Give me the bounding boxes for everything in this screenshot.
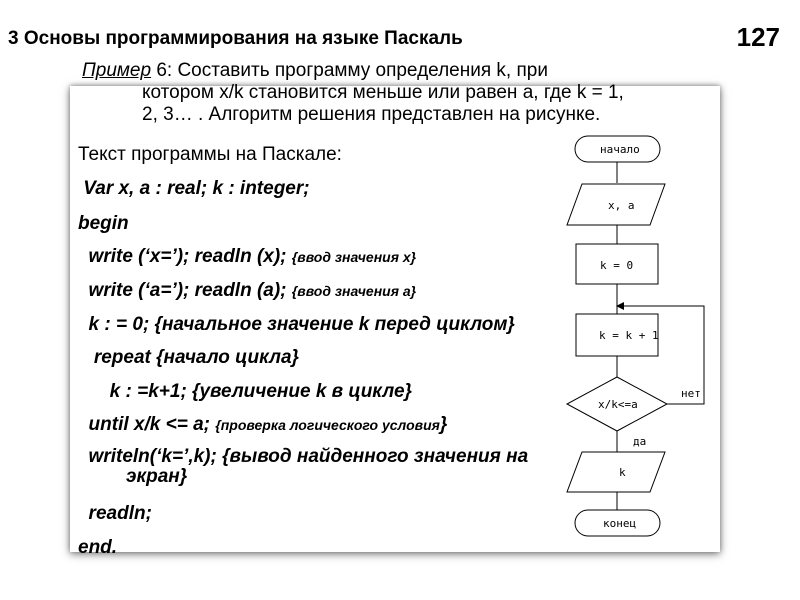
program-intro: Текст программы на Паскале:: [78, 144, 342, 165]
code-line-write-a: write (‘a=’); readln (a); {ввод значения a}: [78, 280, 417, 301]
code-comment: {проверка логического условия: [215, 417, 440, 433]
code-line-repeat: repeat {начало цикла}: [78, 347, 299, 368]
flowchart-start-label: начало: [600, 143, 640, 156]
flowchart-no-label: нет: [681, 387, 701, 400]
page-number: 127: [736, 22, 780, 52]
flowchart-init-label: k = 0: [600, 259, 634, 272]
example-label: Пример: [82, 60, 152, 81]
flowchart-end-label: конец: [603, 517, 637, 530]
flowchart-output-shape: [567, 452, 665, 492]
flowchart-increment-label: k = k + 1: [599, 329, 659, 342]
code-line-write-x: write (‘x=’); readln (x); {ввод значения x}: [78, 246, 417, 267]
example-line1: 6: Составить программу определения k, при: [151, 60, 548, 81]
algorithm-flowchart: [560, 130, 720, 550]
code-comment: {ввод значения x}: [291, 249, 417, 265]
flowchart-condition-label: x/k<=a: [598, 398, 638, 411]
example-statement: [82, 60, 722, 126]
code-line-writeln: writeln(‘k=’,k); {вывод найденного значения на: [78, 446, 529, 467]
code-comment: {ввод значения a}: [291, 283, 417, 299]
code-line-var: Var x, a : real; k : integer;: [78, 178, 310, 199]
section-title: 3 Основы программирования на языке Паскаль: [8, 28, 463, 49]
code-line-k-init: k : = 0; {начальное значение k перед циклом}: [78, 314, 515, 335]
flowchart-output-label: k: [619, 466, 626, 479]
code-line-readln: readln;: [78, 503, 152, 524]
flowchart-input-label: x, a: [608, 199, 635, 212]
code-line-writeln-cont: экран}: [126, 466, 188, 487]
code-line-until: until x/k <= a; {проверка логического условия}: [78, 414, 448, 435]
example-line3: 2, 3… . Алгоритм решения представлен на рисунке.: [142, 104, 601, 125]
code-line-end: end.: [78, 537, 118, 558]
code-line-begin: begin: [78, 213, 129, 234]
flowchart-yes-label: да: [633, 435, 647, 448]
example-line2: котором x/k становится меньше или равен a, где k = 1,: [142, 82, 624, 103]
code-line-k-inc: k : =k+1; {увеличение k в цикле}: [78, 381, 412, 402]
